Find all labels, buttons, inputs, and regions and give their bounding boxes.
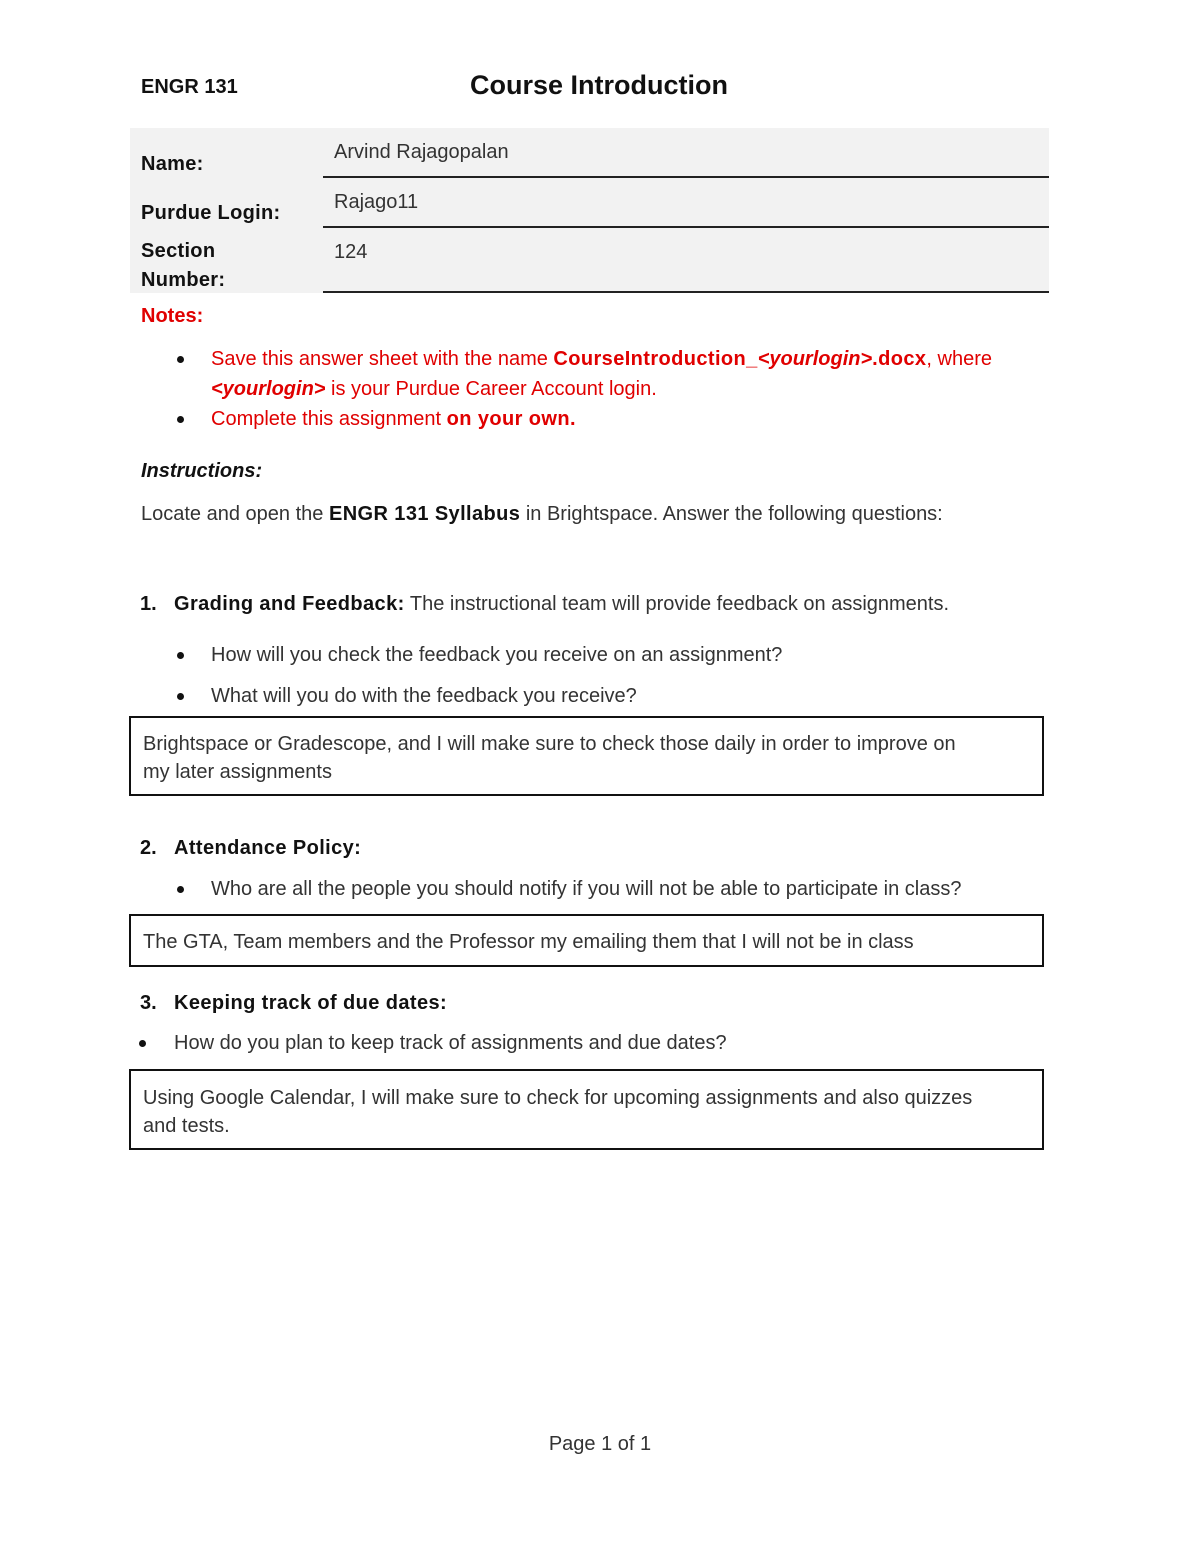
question-1-title: Grading and Feedback: bbox=[174, 593, 405, 615]
page-number: Page 1 of 1 bbox=[548, 1433, 652, 1455]
notes-label: Notes: bbox=[141, 305, 204, 327]
answer-1-line1: Brightspace or Gradescope, and I will make sure to check those daily in order to improve on bbox=[143, 733, 956, 755]
login-underline bbox=[323, 226, 1049, 228]
question-1-description: The instructional team will provide feedback on assignments. bbox=[404, 593, 950, 615]
course-code: ENGR 131 bbox=[141, 76, 238, 98]
note-text: Complete this assignment bbox=[211, 408, 447, 430]
answer-3-line1: Using Google Calendar, I will make sure to check for upcoming assignments and also quizzes bbox=[143, 1087, 973, 1109]
question-1-bullet: How will you check the feedback you receive on an assignment? bbox=[211, 644, 783, 666]
answer-1-text bbox=[143, 730, 1032, 786]
instructions-text bbox=[141, 503, 943, 526]
note-extension: .docx bbox=[872, 348, 927, 370]
note-text: Save this answer sheet with the name bbox=[211, 348, 554, 370]
answer-1-line2: my later assignments bbox=[143, 761, 332, 783]
answer-box-1[interactable] bbox=[129, 716, 1044, 796]
bullet-icon bbox=[139, 1040, 146, 1047]
name-label: Name: bbox=[141, 153, 204, 175]
question-3-bullet: How do you plan to keep track of assignments and due dates? bbox=[174, 1032, 727, 1054]
instructions-text-after: in Brightspace. Answer the following questions: bbox=[520, 503, 943, 525]
syllabus-reference: ENGR 131 Syllabus bbox=[328, 503, 521, 525]
answer-box-2[interactable] bbox=[129, 914, 1044, 967]
question-1-bullet: What will you do with the feedback you receive? bbox=[211, 685, 637, 707]
note-text: is your Purdue Career Account login. bbox=[325, 378, 657, 400]
question-2-bullet: Who are all the people you should notify if you will not be able to participate in class? bbox=[211, 878, 962, 900]
bullet-icon bbox=[177, 356, 184, 363]
answer-3-line2: and tests. bbox=[143, 1115, 230, 1137]
section-label-line1: Section bbox=[141, 240, 216, 262]
question-3-title: Keeping track of due dates: bbox=[174, 992, 448, 1014]
question-1-number: 1. bbox=[140, 593, 157, 615]
section-underline bbox=[323, 291, 1049, 293]
note-placeholder: <yourlogin> bbox=[757, 348, 873, 370]
question-2-number: 2. bbox=[140, 837, 157, 859]
page-title: Course Introduction bbox=[470, 70, 728, 100]
section-label-line2: Number: bbox=[141, 269, 226, 291]
student-info-table bbox=[130, 128, 1049, 293]
note-bold: on your own. bbox=[446, 408, 576, 430]
note-item-2 bbox=[211, 408, 576, 431]
bullet-icon bbox=[177, 652, 184, 659]
question-1-heading bbox=[174, 593, 949, 616]
section-value[interactable]: 124 bbox=[334, 241, 368, 263]
bullet-icon bbox=[177, 693, 184, 700]
question-3-number: 3. bbox=[140, 992, 157, 1014]
instructions-label: Instructions: bbox=[141, 460, 263, 482]
note-filename: CourseIntroduction_ bbox=[553, 348, 758, 370]
instructions-text-before: Locate and open the bbox=[141, 503, 329, 525]
name-underline bbox=[323, 176, 1049, 178]
answer-3-text bbox=[143, 1084, 1032, 1140]
question-2-title: Attendance Policy: bbox=[174, 837, 362, 859]
answer-2-line1: The GTA, Team members and the Professor my emailing them that I will not be in class bbox=[143, 931, 914, 953]
section-label bbox=[141, 237, 225, 295]
login-value[interactable]: Rajago11 bbox=[334, 191, 419, 213]
answer-box-3[interactable] bbox=[129, 1069, 1044, 1150]
bullet-icon bbox=[177, 886, 184, 893]
note-item-1 bbox=[211, 348, 992, 371]
bullet-icon bbox=[177, 416, 184, 423]
login-label: Purdue Login: bbox=[141, 202, 281, 224]
note-item-1-line2 bbox=[211, 378, 657, 401]
note-text: , where bbox=[926, 348, 992, 370]
name-value[interactable]: Arvind Rajagopalan bbox=[334, 141, 509, 163]
note-placeholder: <yourlogin> bbox=[211, 378, 326, 400]
